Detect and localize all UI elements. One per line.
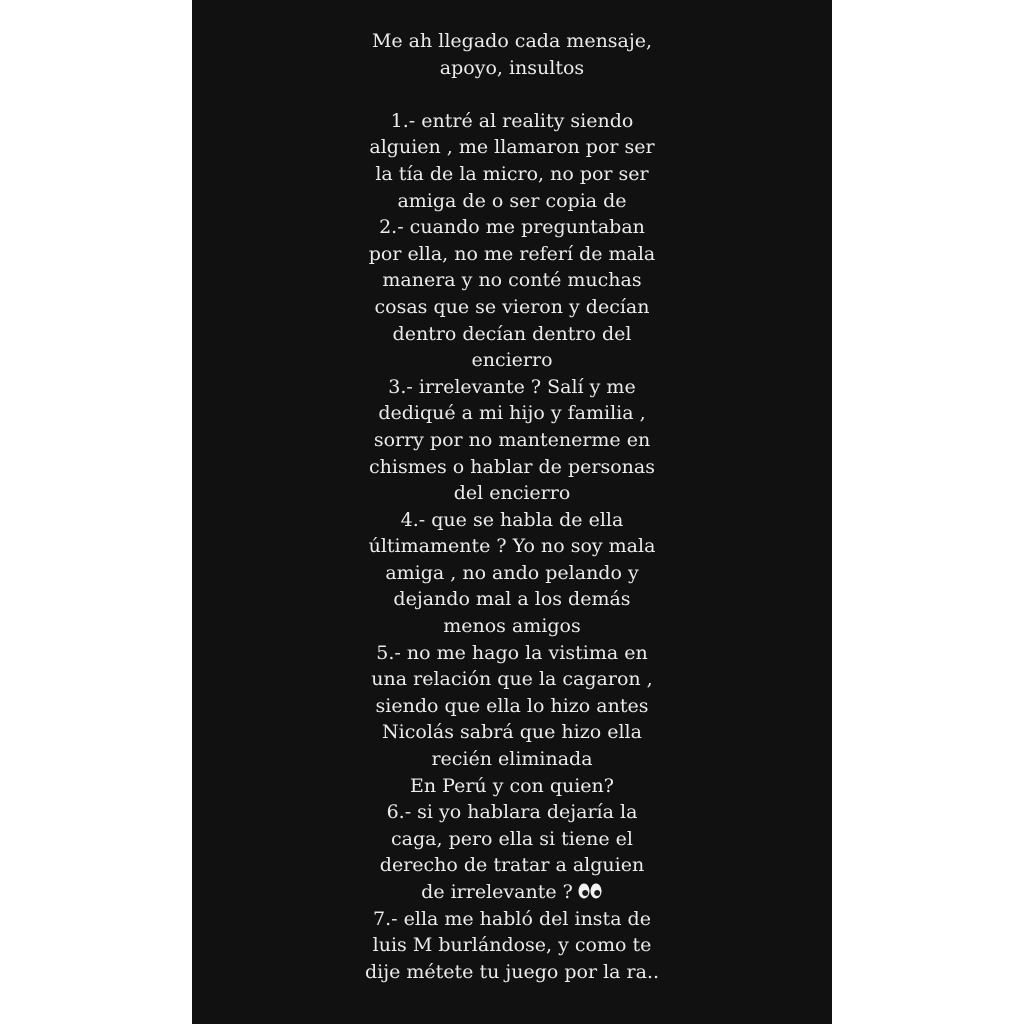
text-line: dije métete tu juego por la ra.. [364, 960, 660, 983]
text-line: 3.- irrelevante ? Salí y me [388, 375, 636, 398]
text-line: del encierro [453, 482, 571, 505]
text-line: dediqué a mi hijo y familia , [378, 402, 646, 425]
text-line: alguien , me llamaron por ser [369, 136, 655, 159]
text-line: amiga de o ser copia de [397, 189, 627, 212]
text-line: chismes o hablar de personas [369, 455, 655, 478]
text-line: Nicolás sabrá que hizo ella [382, 721, 642, 744]
text-line-with-emoji [192, 879, 832, 906]
text-line: cosas que se vieron y decían [374, 295, 650, 318]
eyes-icon [577, 881, 603, 908]
text-line: 1.- entré al reality siendo [390, 109, 634, 132]
text-line: derecho de tratar a alguien [379, 854, 645, 877]
text-line: 2.- cuando me preguntaban [379, 216, 645, 239]
text-line: luis M burlándose, y como te [372, 934, 652, 957]
text-line: 7.- ella me habló del insta de [373, 907, 651, 930]
text-line: En Perú y con quien? [410, 774, 614, 797]
text-line: por ella, no me referí de mala [368, 242, 656, 265]
text-line: dejando mal a los demás [393, 588, 631, 611]
text-line: 4.- que se habla de ella [400, 508, 624, 531]
text-line: amiga , no ando pelando y [385, 561, 639, 584]
text-line: siendo que ella lo hizo antes [375, 694, 649, 717]
text-line: la tía de la micro, no por ser [375, 162, 649, 185]
text-line: 5.- no me hago la vistima en [376, 641, 648, 664]
text-line: manera y no conté muchas [382, 269, 642, 292]
text-line: caga, pero ella si tiene el [391, 827, 633, 850]
blank-line [192, 81, 832, 108]
text-line: una relación que la cagaron , [371, 668, 653, 691]
text-line: sorry por no mantenerme en [373, 428, 651, 451]
text-line: 6.- si yo hablara dejaría la [386, 801, 638, 824]
text-line: de irrelevante ? [421, 881, 573, 903]
story-text [192, 28, 832, 985]
story-frame [192, 0, 832, 1024]
text-line: apoyo, insultos [439, 56, 585, 79]
text-line: recién eliminada [431, 748, 593, 771]
text-line: Me ah llegado cada mensaje, [371, 30, 653, 52]
text-line: encierro [471, 349, 553, 372]
text-line: dentro decían dentro del [392, 322, 632, 345]
text-line: menos amigos [443, 615, 581, 638]
text-line: últimamente ? Yo no soy mala [368, 535, 656, 558]
